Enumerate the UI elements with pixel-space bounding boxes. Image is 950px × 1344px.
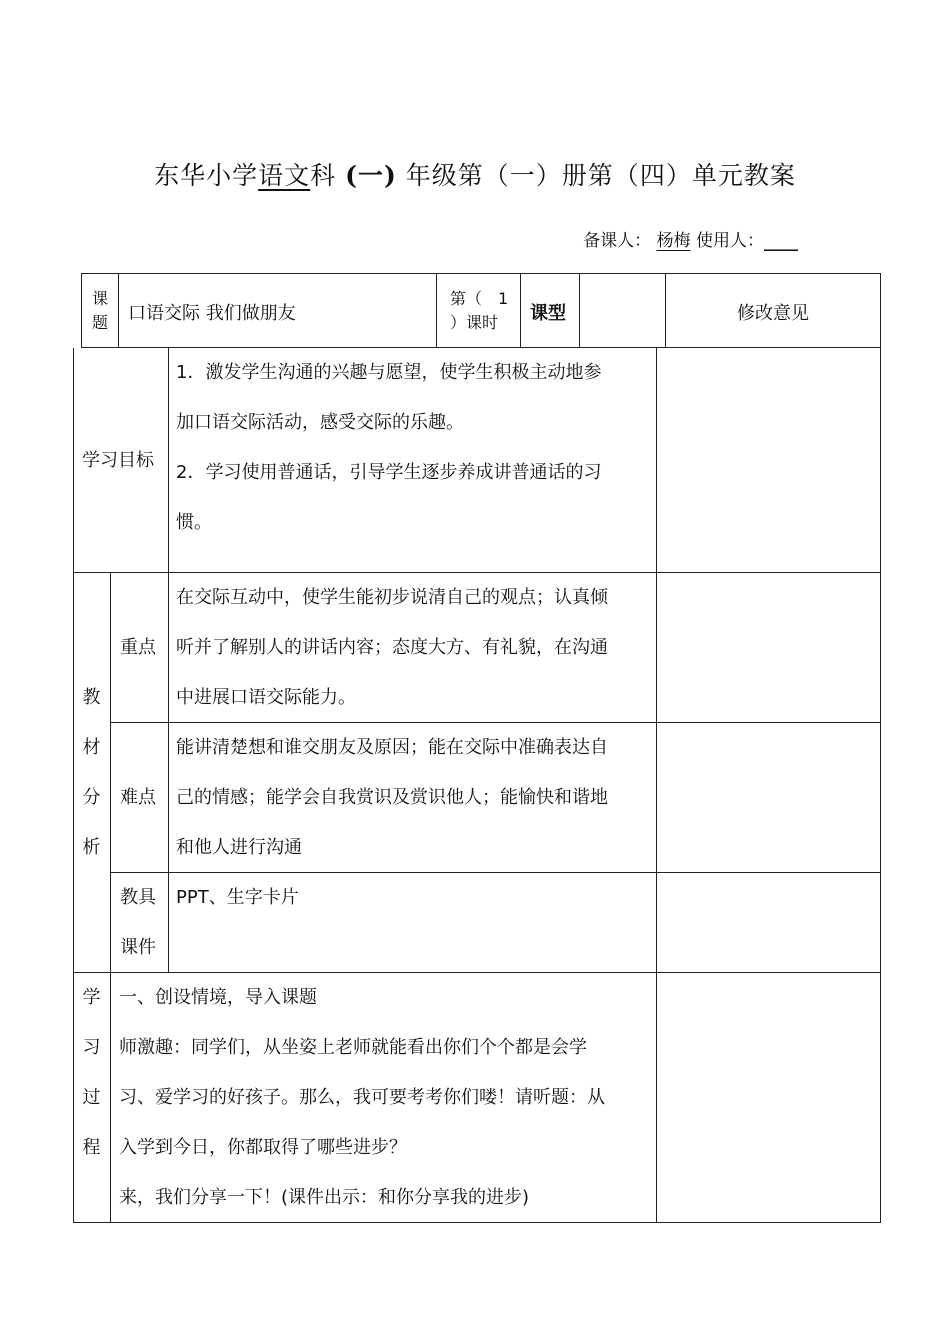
topic-label: 课 题 xyxy=(91,289,108,332)
process-line-3: 习、爱学习的好孩子。那么，我可要考考你们喽！请听题：从 xyxy=(119,1087,605,1108)
goals-line-3: 2．学习使用普通话，引导学生逐步养成讲普通话的习 xyxy=(176,462,602,483)
page-title: 东华小学语文科 (一) 年级第（一）册第（四）单元教案 xyxy=(154,161,796,190)
tools-value: PPT、生字卡片 xyxy=(176,887,299,908)
preparer-name: 杨梅 xyxy=(656,231,691,251)
difficulty-line-3: 和他人进行沟通 xyxy=(176,837,302,858)
goals-line-1: 1．激发学生沟通的兴趣与愿望，使学生积极主动地参 xyxy=(176,362,602,383)
process-line-2: 师激趣：同学们，从坐姿上老师就能看出你们个个都是会学 xyxy=(119,1037,587,1058)
process-line-5: 来，我们分享一下！(课件出示：和你分享我的进步) xyxy=(119,1187,530,1208)
difficulty-label: 难点 xyxy=(120,787,156,808)
key-points-label: 重点 xyxy=(120,637,156,658)
key-points-line-1: 在交际互动中，使学生能初步说清自己的观点；认真倾 xyxy=(176,587,608,608)
process-line-4: 入学到今日，你都取得了哪些进步？ xyxy=(119,1137,407,1158)
user-value: ____ xyxy=(764,231,798,251)
goals-label: 学习目标 xyxy=(82,450,154,471)
key-points-line-3: 中进展口语交际能力。 xyxy=(176,687,356,708)
preparer-line: 备课人： 杨梅 使用人：____ xyxy=(583,231,798,251)
tools-label: 教具 课件 xyxy=(120,887,156,958)
analysis-label: 教 材 分 析 xyxy=(82,687,101,858)
period-label: 第（ 1 ）课时 xyxy=(450,289,509,332)
process-line-1: 一、创设情境，导入课题 xyxy=(119,987,317,1008)
key-points-line-2: 听并了解别人的讲话内容；态度大方、有礼貌，在沟通 xyxy=(176,637,608,658)
subject-name: 语文 xyxy=(258,161,311,190)
difficulty-line-2: 己的情感；能学会自我赏识及赏识他人；能愉快和谐地 xyxy=(176,787,608,808)
revision-label: 修改意见 xyxy=(737,303,809,324)
unit-value: 四 xyxy=(639,161,666,190)
goals-line-2: 加口语交际活动，感受交际的乐趣。 xyxy=(176,412,464,433)
grade-value: (一) xyxy=(345,161,397,190)
goals-line-4: 惯。 xyxy=(176,512,212,533)
topic-value: 口语交际 我们做朋友 xyxy=(128,303,296,324)
type-label: 课型 xyxy=(530,303,566,324)
process-label: 学 习 过 程 xyxy=(82,987,101,1158)
volume-value: 一 xyxy=(509,161,536,190)
difficulty-line-1: 能讲清楚想和谁交朋友及原因；能在交际中准确表达自 xyxy=(176,737,608,758)
